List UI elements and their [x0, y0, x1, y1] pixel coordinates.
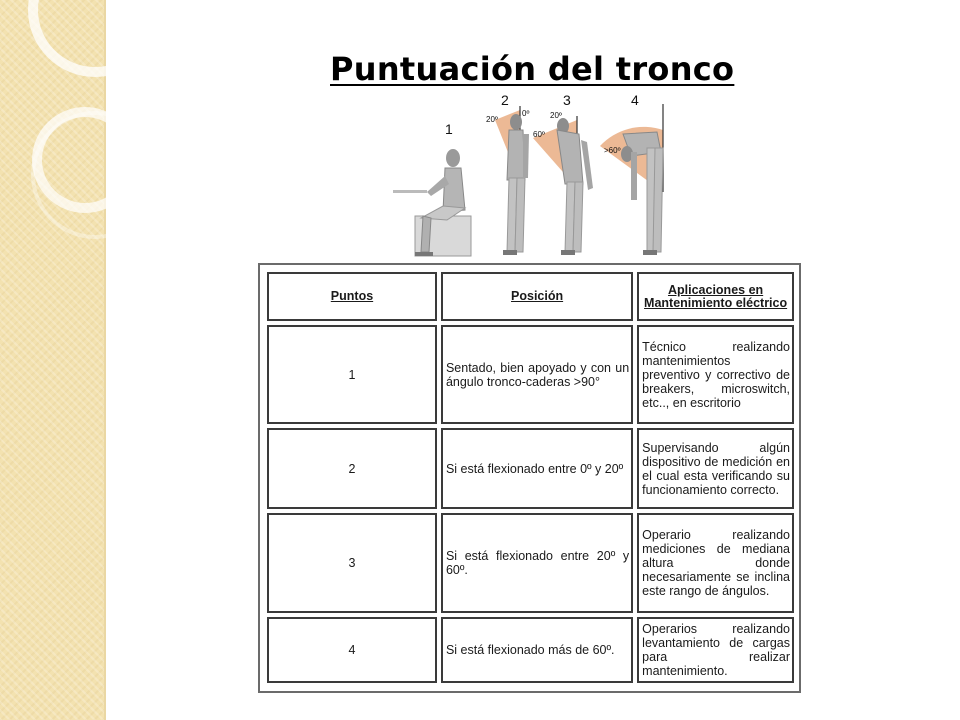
trunk-score-table-frame — [258, 263, 801, 693]
angle-label-3b: 60º — [533, 130, 545, 139]
header-aplicaciones: Aplicaciones en Mantenimiento eléctrico — [637, 272, 794, 321]
points-cell: 2 — [267, 428, 437, 509]
position-cell: Si está flexionado más de 60º. — [441, 617, 633, 683]
table-row — [267, 617, 794, 683]
points-cell: 1 — [267, 325, 437, 424]
posture-1-seated-figure — [393, 149, 471, 256]
points-cell: 4 — [267, 617, 437, 683]
angle-label-3a: 20º — [550, 111, 562, 120]
trunk-score-table — [263, 268, 798, 687]
application-cell: Operario realizando mediciones de mediana altura donde necesariamente se inclina este rango de ángulos. — [637, 513, 794, 613]
application-cell: Técnico realizando mantenimientos preventivo y correctivo de breakers, microswitch, etc.., en escritorio — [637, 325, 794, 424]
position-cell: Si está flexionado entre 0º y 20º — [441, 428, 633, 509]
posture-4-deep-flexion-figure — [600, 104, 663, 255]
table-header-row — [267, 272, 794, 321]
position-cell: Sentado, bien apoyado y con un ángulo tronco-caderas >90° — [441, 325, 633, 424]
table-row — [267, 513, 794, 613]
angle-label-2b: 20º — [486, 115, 498, 124]
table-row — [267, 325, 794, 424]
pose-label-3: 3 — [563, 92, 571, 108]
slide-title: Puntuación del tronco — [330, 50, 735, 88]
application-cell: Operarios realizando levantamiento de cargas para realizar mantenimiento. — [637, 617, 794, 683]
position-cell: Si está flexionado entre 20º y 60º. — [441, 513, 633, 613]
angle-label-2a: 0º — [522, 109, 530, 118]
application-cell: Supervisando algún dispositivo de medición en el cual esta verificando su funcionamiento correcto. — [637, 428, 794, 509]
header-posicion: Posición — [441, 272, 633, 321]
pose-label-1: 1 — [445, 121, 453, 137]
table-row — [267, 428, 794, 509]
pose-label-4: 4 — [631, 92, 639, 108]
decorative-rings — [0, 0, 106, 300]
pose-label-2: 2 — [501, 92, 509, 108]
trunk-posture-illustration — [385, 92, 685, 262]
posture-2-slight-flexion-figure — [495, 106, 529, 255]
angle-label-4: >60º — [604, 146, 621, 155]
points-cell: 3 — [267, 513, 437, 613]
header-puntos: Puntos — [267, 272, 437, 321]
